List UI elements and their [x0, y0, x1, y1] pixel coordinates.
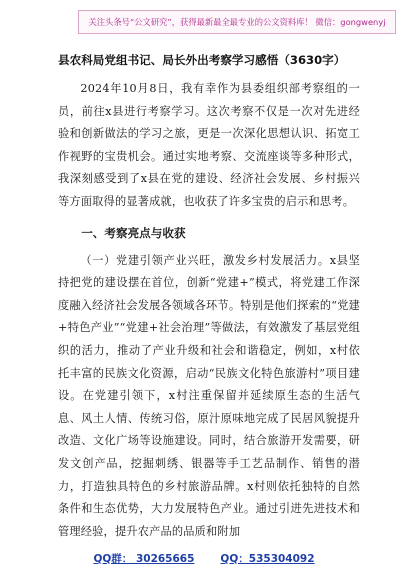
- document-title: 县农科局党组书记、局长外出考察学习感悟（3630字）: [58, 53, 346, 67]
- footer-qq[interactable]: QQ：535304092: [220, 553, 315, 565]
- header-banner: [78, 10, 396, 34]
- footer-qq-group[interactable]: QQ群： 30265665: [93, 553, 195, 565]
- section-paragraph: （一）党建引领产业兴旺，激发乡村发展活力。x县坚持把党的建设摆在首位，创新“党建+”模式，将党建工作深度融入经济社会发展各领域各环节。特别是他们探索的“党建+特色产业”“党建+社会治理”等做法，有效激发了基层党组织的活力，推动了产业升级和社会和谐稳定，例如，x村依托丰富的民族文化资源，启动“民族文化特色旅游村”项目建设。在党建引领下，x村注重保留并延续原生态的生活气息、风土人情、传统习俗，原汁原味地完成了民居风貌提升改造、文化广场等设施建设。同时，结合旅游开发需要，研发文创产品，挖掘刺绣、银器等手工艺品制作、销售的潜力，打造独具特色的乡村旅游品牌。x村则依托独特的自然条件和生态优势，大力发展特色产业。通过引进先进技术和管理经验，提升农产品的品质和附加: [58, 253, 360, 538]
- intro-paragraph: 2024年10月8日，我有幸作为县委组织部考察组的一员，前往x县进行考察学习。这次考察不仅是一次对先进经验和创新做法的学习之旅，更是一次深化思想认识、拓宽工作视野的宝贵机会。通过实地考察、交流座谈等多种形式，我深刻感受到了x县在党的建设、经济社会发展、乡村振兴等方面取得的显著成就，也收获了许多宝贵的启示和思考。: [58, 82, 360, 208]
- document-body: [58, 78, 360, 543]
- section-heading: 一、考察亮点与收获: [81, 225, 186, 240]
- footer-contact-bar: [0, 551, 408, 571]
- header-banner-text: 关注头条号“公文研究”，获得最新最全最专业的公文资料库！ 微信：gongwenyj: [88, 17, 386, 27]
